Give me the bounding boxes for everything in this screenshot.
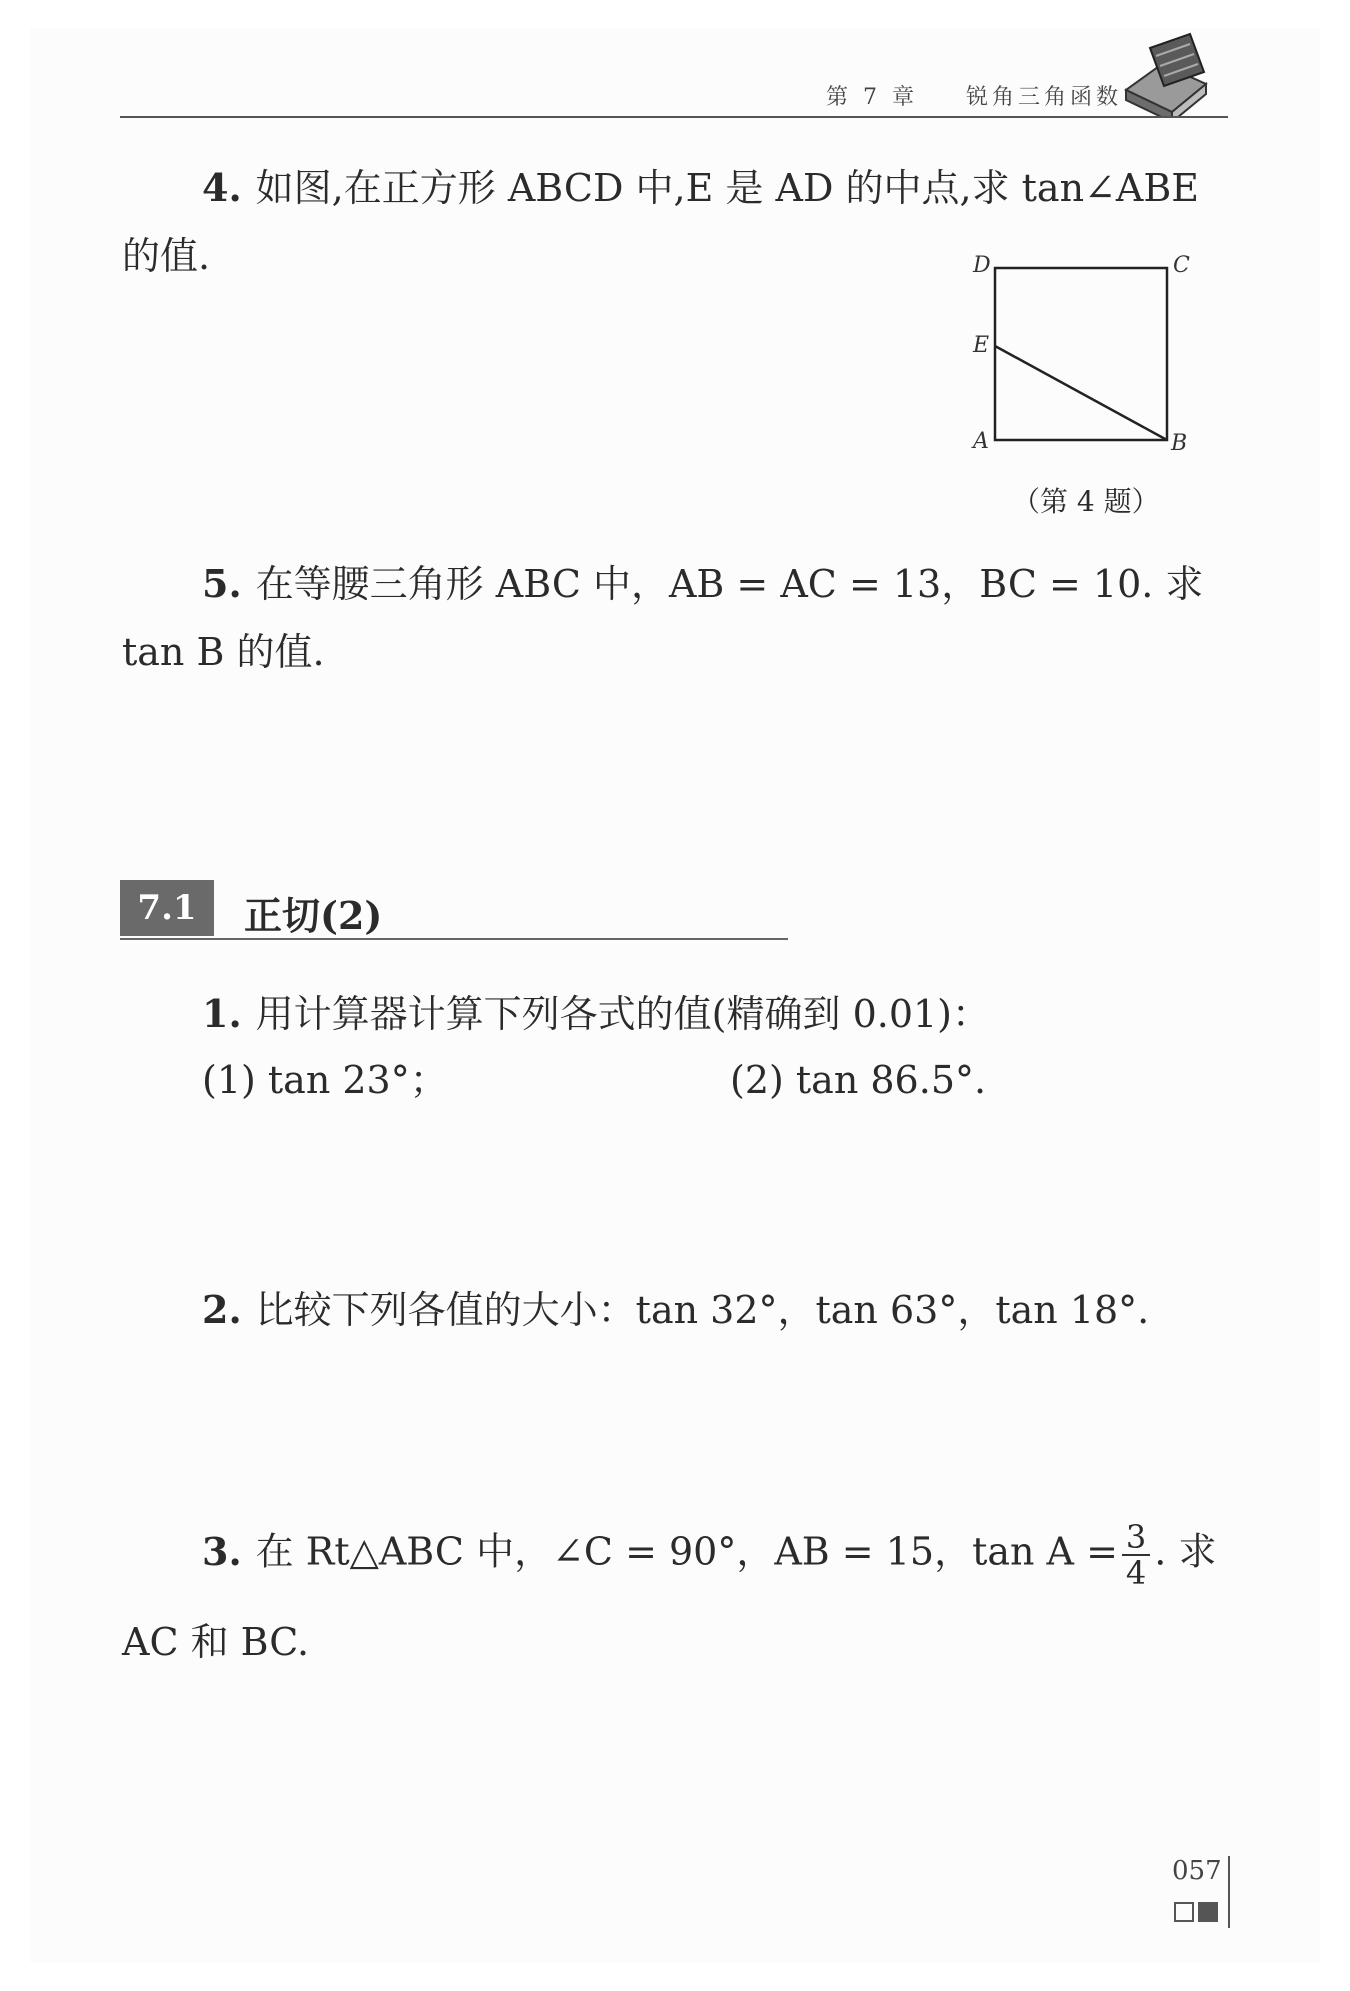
question-text: 在 Rt△ABC 中，∠C = 90°，AB = 15，tan A = bbox=[255, 1529, 1118, 1574]
section-question-1 bbox=[202, 992, 990, 1036]
section-question-2 bbox=[202, 1288, 1149, 1332]
fraction bbox=[1122, 1520, 1150, 1590]
figure-caption: （第 4 题） bbox=[1012, 485, 1160, 518]
question-number: 1. bbox=[202, 991, 242, 1036]
square-abcd bbox=[995, 268, 1167, 440]
label-a: A bbox=[973, 429, 989, 454]
section-rule bbox=[120, 938, 788, 940]
question-text: 比较下列各值的大小：tan 32°，tan 63°，tan 18°. bbox=[255, 1288, 1150, 1332]
question-part-1: (1) tan 23°； bbox=[202, 1058, 448, 1102]
question-part-2: (2) tan 86.5°. bbox=[730, 1058, 987, 1102]
segment-eb bbox=[995, 346, 1167, 440]
section-question-3 bbox=[202, 1520, 1216, 1590]
section-title: 正切(2) bbox=[244, 893, 383, 938]
section-question-3-line2: AC 和 BC. bbox=[122, 1620, 310, 1664]
section-number-badge: 7.1 bbox=[120, 880, 214, 936]
question-text: 如图,在正方形 ABCD 中,E 是 AD 的中点,求 tan∠ABE bbox=[255, 166, 1199, 210]
question-4-line2: 的值. bbox=[122, 234, 211, 278]
chapter-label: 第 7 章 bbox=[826, 85, 918, 110]
question-text-end: . 求 bbox=[1154, 1529, 1217, 1574]
square-figure bbox=[965, 250, 1190, 455]
chapter-title: 锐角三角函数 bbox=[965, 85, 1122, 110]
empty-square-icon bbox=[1174, 1902, 1194, 1922]
label-d: D bbox=[973, 253, 991, 278]
label-b: B bbox=[1171, 431, 1188, 455]
question-5-line1 bbox=[202, 562, 1203, 606]
label-c: C bbox=[1173, 253, 1190, 278]
question-4-line1 bbox=[202, 166, 1199, 210]
book-icon bbox=[1120, 28, 1210, 116]
filled-square-icon bbox=[1198, 1902, 1218, 1922]
question-number: 4. bbox=[202, 165, 242, 210]
question-number: 2. bbox=[202, 1287, 242, 1332]
fraction-denominator: 4 bbox=[1125, 1554, 1147, 1592]
question-number: 3. bbox=[202, 1528, 242, 1574]
label-e: E bbox=[973, 333, 990, 358]
question-text: 用计算器计算下列各式的值(精确到 0.01)： bbox=[255, 992, 991, 1036]
page-number-rule bbox=[1228, 1856, 1230, 1928]
running-header bbox=[826, 80, 1122, 111]
question-text: 在等腰三角形 ABC 中，AB = AC = 13，BC = 10. 求 bbox=[255, 562, 1204, 606]
fraction-numerator: 3 bbox=[1122, 1520, 1150, 1556]
page-number: 057 bbox=[1172, 1856, 1222, 1886]
question-number: 5. bbox=[202, 561, 242, 606]
header-rule bbox=[120, 116, 1228, 118]
question-5-line2: tan B 的值. bbox=[122, 630, 325, 674]
